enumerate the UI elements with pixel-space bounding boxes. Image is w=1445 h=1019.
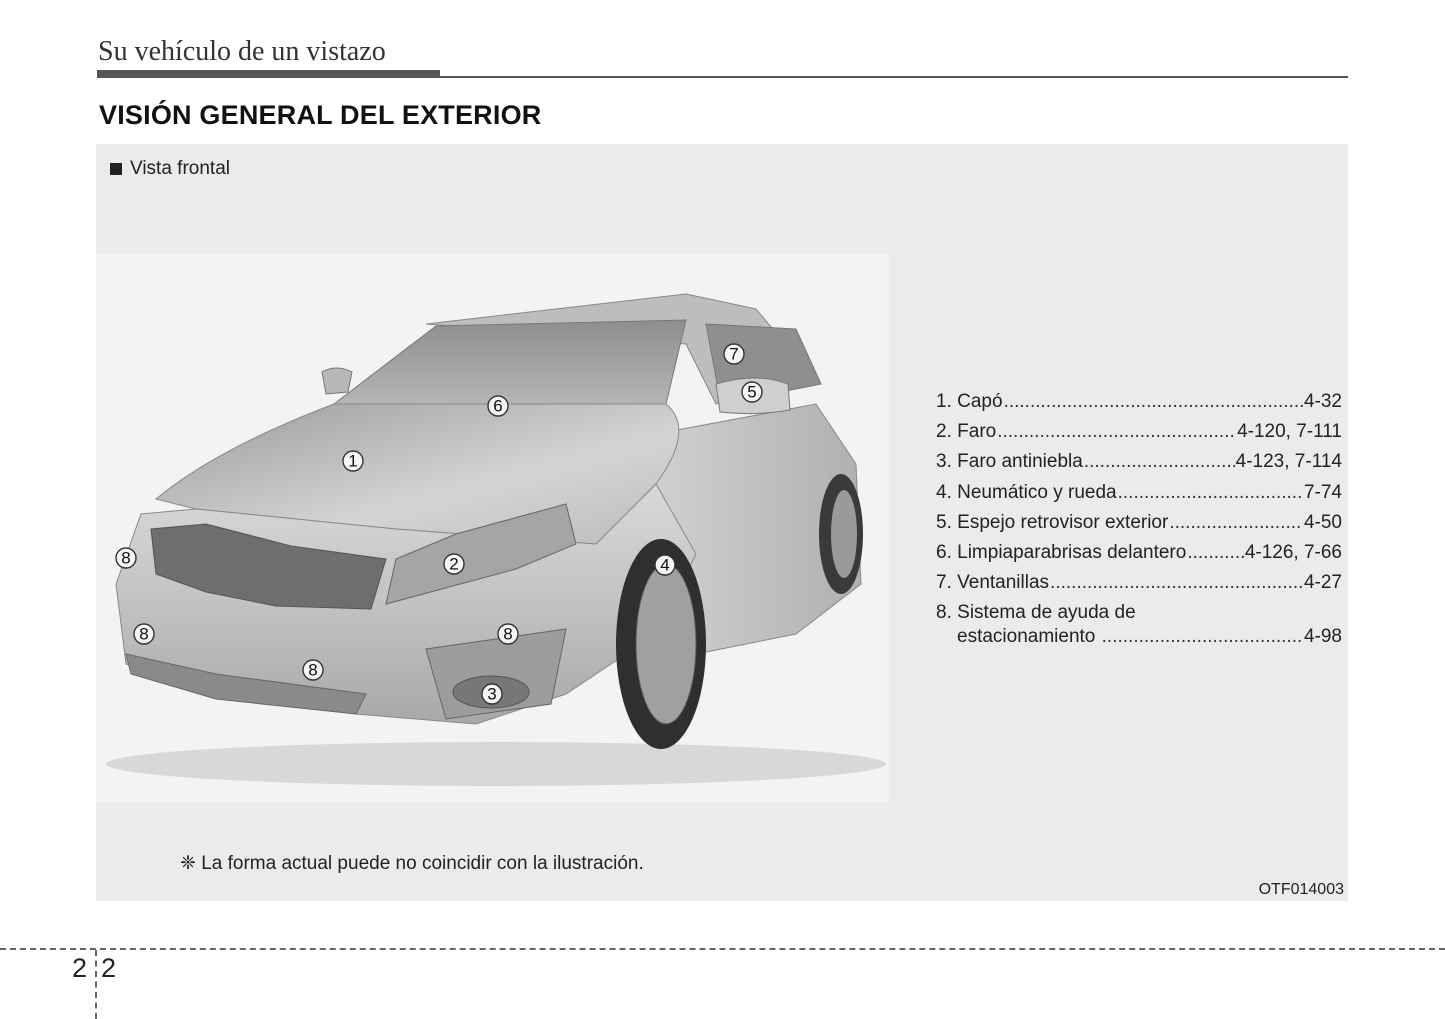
- disclaimer-note: ❈ La forma actual puede no coincidir con la ilustración.: [180, 853, 644, 874]
- svg-text:8: 8: [121, 548, 131, 568]
- figure-code: OTF014003: [1258, 881, 1344, 898]
- legend-page: 4-120, 7-111: [1237, 421, 1342, 443]
- callout-1: [343, 451, 363, 471]
- page-chapter-number: 2: [72, 953, 88, 983]
- legend-item: [936, 482, 1342, 512]
- callout-6: [488, 396, 508, 416]
- legend-number: 1.: [936, 391, 952, 412]
- legend-number: 2.: [936, 421, 952, 443]
- legend-label: Ventanillas: [957, 572, 1050, 594]
- callout-8-center: [303, 660, 323, 680]
- legend-label: Capó: [957, 391, 1003, 412]
- legend-item: [936, 512, 1342, 542]
- svg-text:6: 6: [493, 396, 503, 416]
- legend-page: 4-123, 7-114: [1235, 451, 1342, 473]
- svg-text:5: 5: [747, 382, 757, 402]
- legend-item: [936, 542, 1342, 572]
- legend-page: 4-50: [1303, 511, 1342, 533]
- callout-3: [482, 684, 502, 704]
- legend-page: 7-74: [1303, 481, 1342, 503]
- legend-number: 7.: [936, 572, 952, 594]
- legend-item: [936, 391, 1342, 421]
- leader-dots: [1050, 572, 1303, 594]
- legend-page: 4-27: [1303, 572, 1342, 594]
- legend-label: Faro antiniebla: [957, 451, 1083, 473]
- figure-panel: [96, 144, 1348, 901]
- legend-label: Faro: [957, 421, 997, 443]
- legend-number: 4.: [936, 481, 952, 503]
- svg-text:3: 3: [487, 684, 497, 704]
- legend-page: 4-126, 7-66: [1244, 541, 1342, 563]
- svg-text:4: 4: [660, 555, 670, 575]
- legend-label: Sistema de ayuda de: [957, 602, 1136, 624]
- svg-text:2: 2: [449, 554, 459, 574]
- legend-number: 5.: [936, 511, 952, 533]
- view-label: [110, 158, 230, 180]
- callout-2: [444, 554, 464, 574]
- view-label-text: Vista frontal: [130, 158, 230, 179]
- callout-8-left: [116, 548, 136, 568]
- leader-dots: [997, 421, 1236, 443]
- svg-text:1: 1: [348, 451, 358, 471]
- legend-item: [936, 572, 1342, 602]
- legend-item: [936, 451, 1342, 481]
- legend-label: Limpiaparabrisas delantero: [957, 541, 1187, 563]
- leader-dots: [1084, 451, 1235, 473]
- callout-7: [724, 344, 744, 364]
- legend-page: 4-98: [1303, 626, 1342, 648]
- leader-dots: [1118, 482, 1303, 504]
- legend-page: 4-32: [1303, 391, 1342, 412]
- rear-rim: [831, 490, 857, 578]
- front-rim: [636, 564, 696, 724]
- header-rule-thick: [97, 70, 440, 78]
- page-number: 2: [101, 953, 117, 983]
- legend-label: Espejo retrovisor exterior: [957, 511, 1169, 533]
- footer-dashed-divider: [95, 950, 97, 1019]
- legend-item: [936, 421, 1342, 451]
- callout-8-right: [498, 624, 518, 644]
- legend-item: [936, 602, 1342, 648]
- svg-text:8: 8: [503, 624, 513, 644]
- svg-text:7: 7: [729, 344, 739, 364]
- section-title: VISIÓN GENERAL DEL EXTERIOR: [99, 100, 542, 130]
- parts-legend: [936, 391, 1342, 648]
- header-rule-thin: [440, 76, 1348, 78]
- square-bullet-icon: [110, 163, 122, 175]
- legend-number: 3.: [936, 451, 952, 473]
- svg-text:8: 8: [139, 624, 149, 644]
- svg-text:8: 8: [308, 660, 318, 680]
- left-mirror: [322, 368, 352, 394]
- callout-4: [655, 555, 675, 575]
- legend-label-continued: estacionamiento: [957, 626, 1096, 648]
- leader-dots: [1102, 626, 1303, 648]
- footer-dashed-rule: [0, 948, 1445, 950]
- callout-8-lower-left: [134, 624, 154, 644]
- leader-dots: [1187, 542, 1243, 564]
- chapter-title: Su vehículo de un vistazo: [98, 36, 386, 67]
- leader-dots: [1169, 512, 1303, 534]
- callout-5: [742, 382, 762, 402]
- leader-dots: [1004, 391, 1303, 413]
- legend-label: Neumático y rueda: [957, 481, 1117, 503]
- ground-shadow: [106, 742, 886, 786]
- legend-number: 8.: [936, 602, 952, 624]
- legend-number: 6.: [936, 541, 952, 563]
- car-illustration: [96, 254, 889, 802]
